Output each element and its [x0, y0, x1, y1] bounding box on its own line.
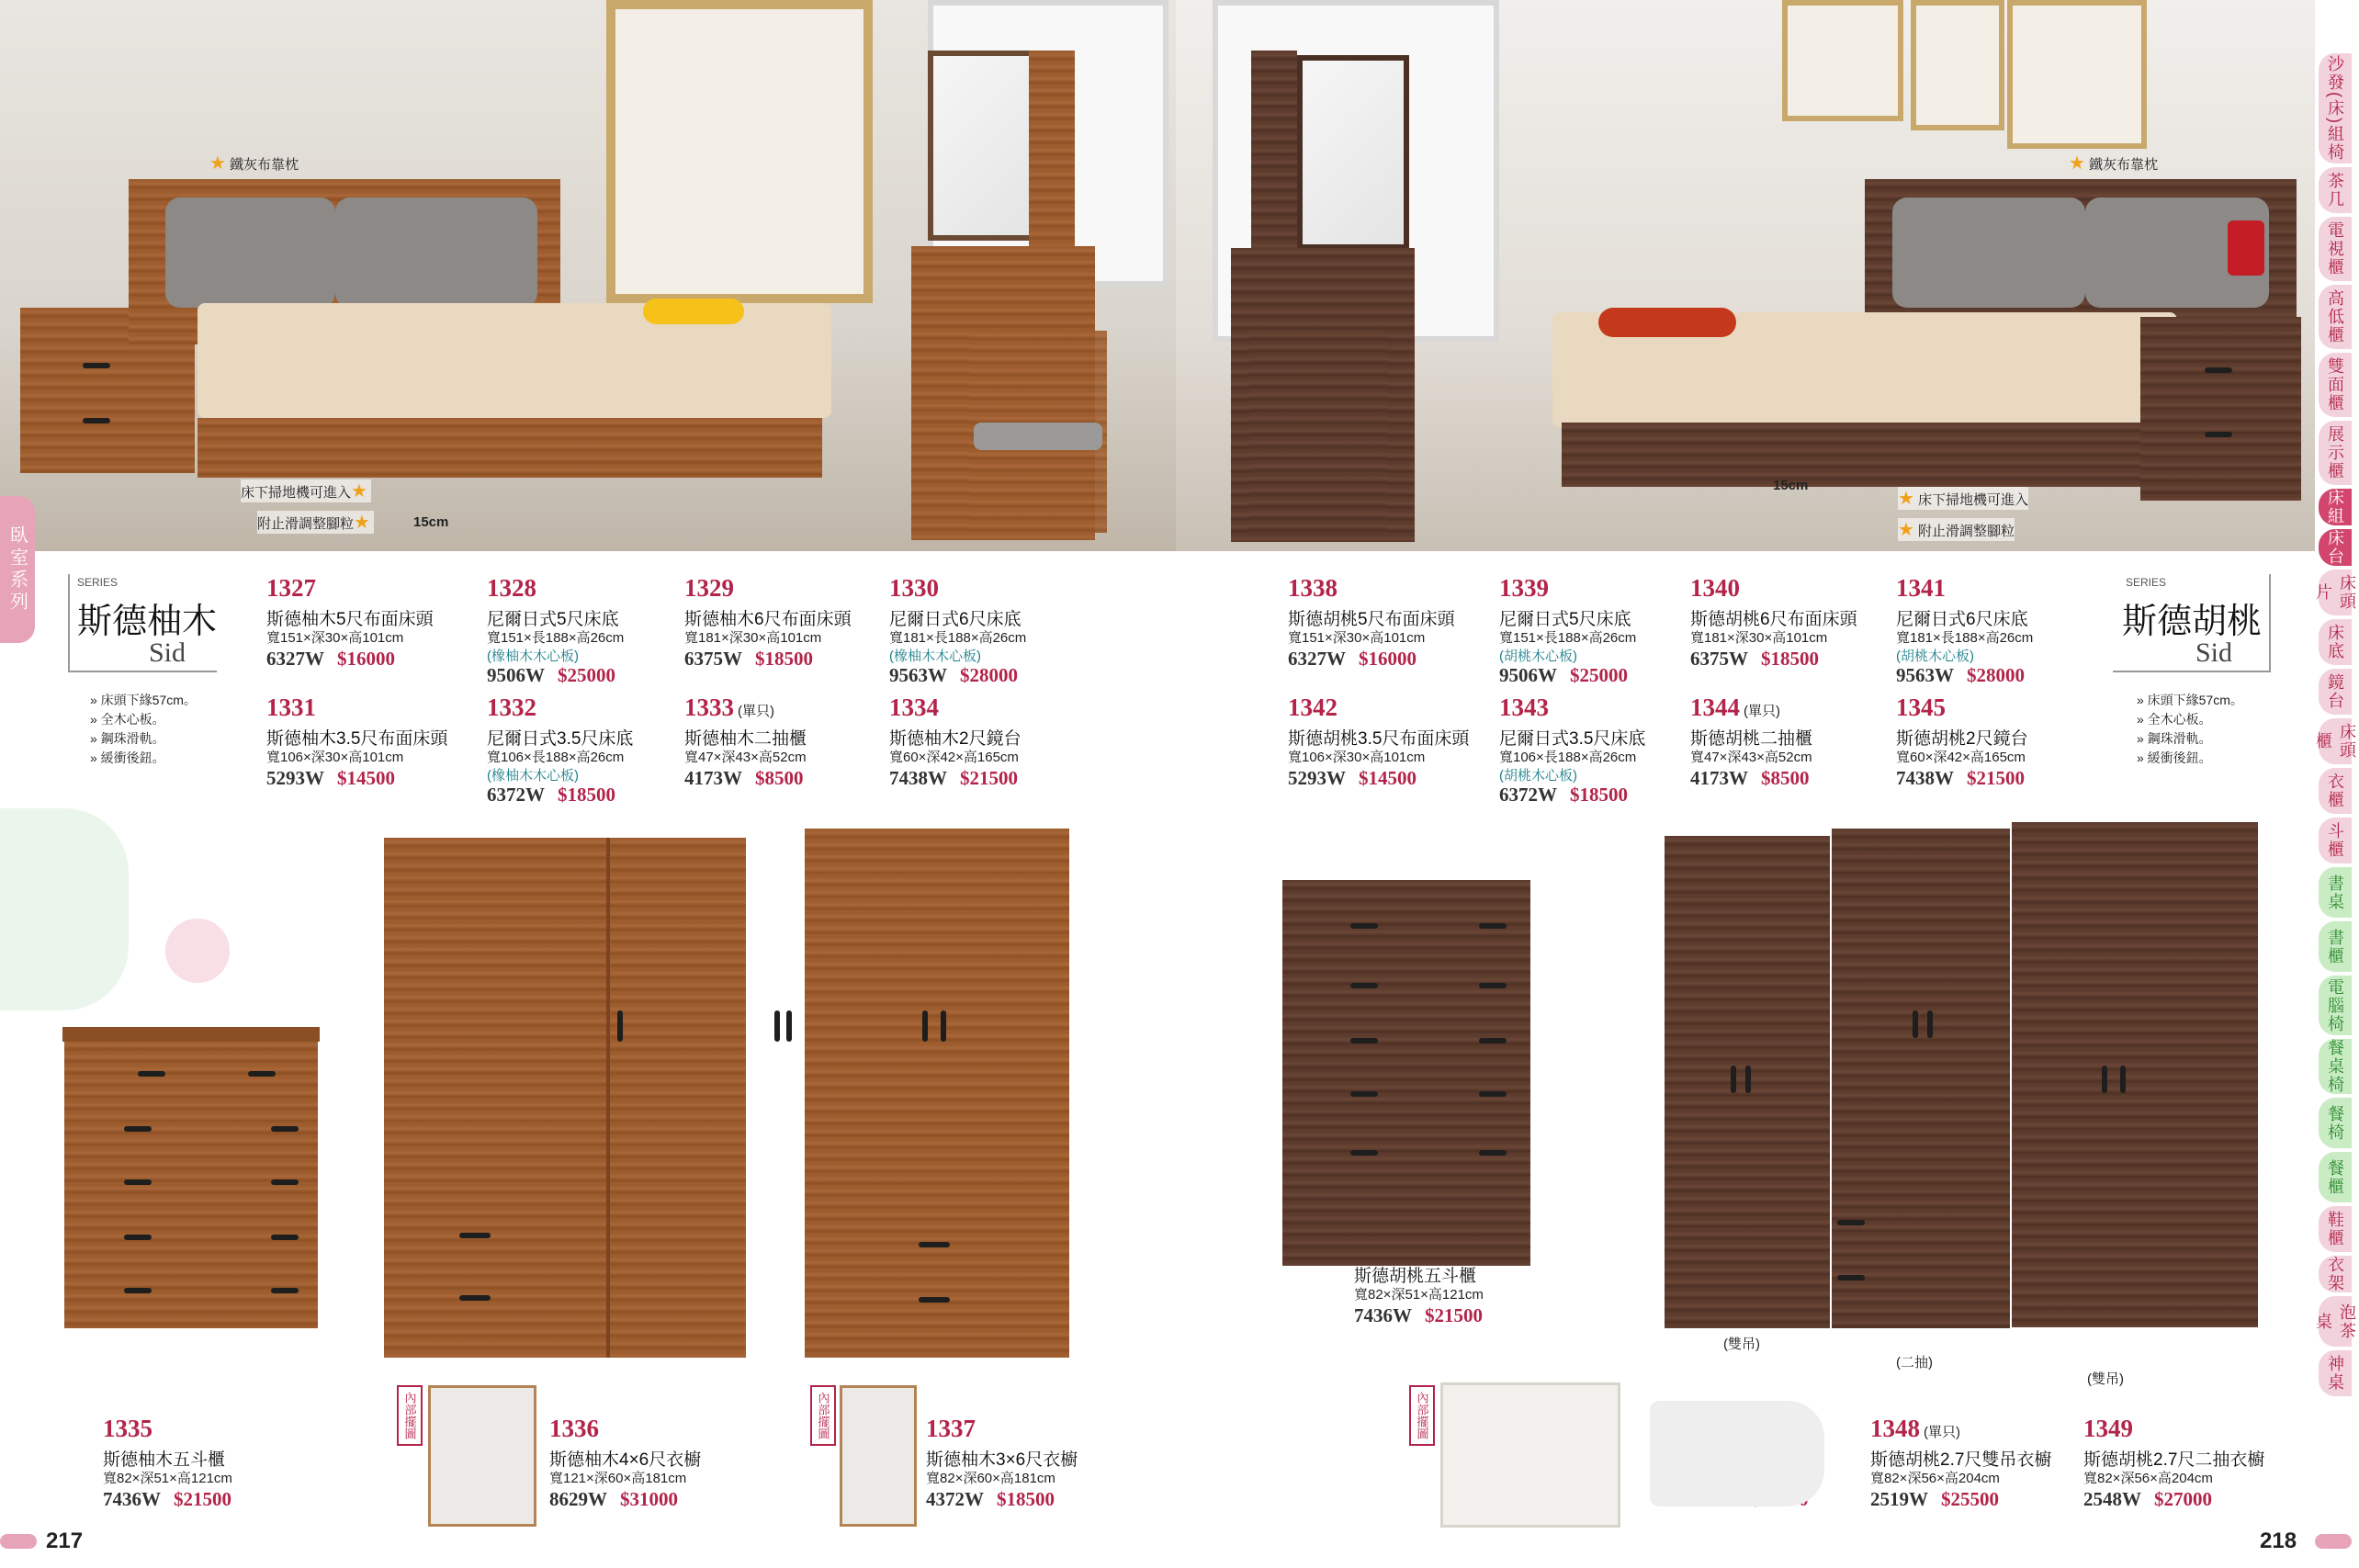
product-price: $21500: [174, 1488, 231, 1510]
product-code: 6372W: [487, 784, 545, 806]
product-price: $16000: [1359, 648, 1417, 670]
product-code-price: [1354, 1304, 1483, 1327]
bed-base: [198, 418, 822, 478]
category-tab[interactable]: 泡茶桌: [2319, 1296, 2352, 1347]
product-code: 5293W: [266, 767, 324, 789]
product-dimensions: 寬181×長188×高26cm: [1896, 630, 2034, 646]
bed-base: [1562, 423, 2186, 487]
right-room-photo: [1176, 0, 2315, 551]
product-code-price: [1870, 1488, 1999, 1511]
series-right-tag: SERIES: [2126, 576, 2167, 589]
wardrobe-1337: [805, 829, 1069, 1358]
category-tab[interactable]: 床頭櫃: [2319, 718, 2352, 764]
product-number-text: 1328: [487, 574, 536, 602]
product-price: $16000: [337, 648, 395, 670]
product-dimensions: 寬82×深60×高181cm: [926, 1471, 1055, 1486]
feet-callout: 附止滑調整腳粒★: [257, 511, 374, 534]
product-number-text: 1330: [889, 574, 939, 602]
product-code: 6375W: [684, 648, 742, 670]
product-dimensions: 寬121×深60×高181cm: [549, 1471, 687, 1486]
product-number: [266, 694, 316, 722]
product-price: $25000: [1570, 664, 1628, 686]
product-code-price: [487, 784, 615, 807]
product-dimensions: 寬82×深56×高204cm: [2083, 1471, 2213, 1486]
product-code: 9506W: [1499, 664, 1557, 686]
product-code: 7436W: [103, 1488, 161, 1510]
product-code-price: [1499, 784, 1628, 807]
category-tab[interactable]: 書櫃: [2319, 921, 2352, 972]
product-code: 8629W: [549, 1488, 607, 1510]
product-code: 6327W: [1288, 648, 1346, 670]
product-number: [266, 574, 316, 603]
product-number: [1690, 694, 1780, 722]
product-tag: (單只): [1744, 704, 1780, 719]
product-code-price: [1896, 664, 2025, 687]
product-name: 斯德柚木2尺鏡台: [889, 729, 1021, 749]
series-right-name: 斯德胡桃: [2122, 603, 2263, 641]
wall-artwork-3: [2007, 0, 2147, 149]
inner-badge-1336: 內部擺圖: [397, 1385, 423, 1446]
feet-callout: ★ 附止滑調整腳粒: [1898, 520, 2015, 540]
gap-callout: 15cm: [1773, 478, 1809, 493]
chest-1335: [64, 1029, 318, 1328]
category-tab[interactable]: 神桌: [2319, 1350, 2352, 1396]
product-number-text: 1331: [266, 694, 316, 721]
product-code-price: [1288, 767, 1417, 790]
product-code-price: [1690, 767, 1810, 790]
product-price: $31000: [620, 1488, 678, 1510]
category-tab[interactable]: 茶几: [2319, 167, 2352, 213]
vacuum-callout: ★ 床下掃地機可進入: [1898, 489, 2028, 509]
vanity-mirror: [928, 51, 1040, 241]
product-name: 斯德胡桃2.7尺雙吊衣櫥: [1870, 1450, 2052, 1470]
product-number: [1690, 574, 1740, 603]
product-price: $28000: [1967, 664, 2025, 686]
wardrobe-label-middle: (二抽): [1896, 1355, 1933, 1371]
flower-deco: [165, 919, 230, 983]
product-code: 6327W: [266, 648, 324, 670]
category-tab[interactable]: 電視櫃: [2319, 217, 2352, 281]
product-dimensions: 寬151×長188×高26cm: [487, 630, 625, 646]
product-name: 斯德胡桃5尺布面床頭: [1288, 610, 1455, 629]
wardrobe-label-left: (雙吊): [1723, 1337, 1760, 1352]
product-number-text: 1334: [889, 694, 939, 721]
product-number: [2083, 1415, 2133, 1443]
product-number: [1896, 574, 1946, 603]
wardrobe-1347-right: [2012, 822, 2258, 1327]
product-number-text: 1343: [1499, 694, 1549, 721]
product-code-price: [684, 767, 804, 790]
product-number: [1499, 574, 1549, 603]
vacuum-callout: 床下掃地機可進入★: [241, 479, 371, 502]
product-number-text: 1332: [487, 694, 536, 721]
product-price: $14500: [337, 767, 395, 789]
product-number: [684, 574, 734, 603]
product-dimensions: 寬181×長188×高26cm: [889, 630, 1027, 646]
product-price: $25000: [558, 664, 615, 686]
product-dimensions: 寬151×深30×高101cm: [1288, 630, 1426, 646]
category-tab[interactable]: 斗櫃: [2319, 818, 2352, 863]
product-dimensions: 寬82×深51×高121cm: [1354, 1287, 1484, 1303]
product-dimensions: 寬82×深51×高121cm: [103, 1471, 232, 1486]
vanity-shelf: [1251, 51, 1297, 253]
deer-artwork: [606, 0, 873, 303]
product-name: 尼爾日式5尺床底: [487, 610, 619, 629]
product-code-price: [2083, 1488, 2212, 1511]
product-dimensions: 寬181×深30×高101cm: [1690, 630, 1828, 646]
product-dimensions: 寬47×深43×高52cm: [684, 750, 807, 765]
product-note: (橡柚木木心板): [889, 649, 981, 664]
product-number-text: 1333: [684, 694, 734, 721]
product-code: 9563W: [889, 664, 947, 686]
wall-artwork: [1782, 0, 1903, 121]
product-name: 斯德柚木3.5尺布面床頭: [266, 729, 448, 749]
product-name: 斯德柚木5尺布面床頭: [266, 610, 434, 629]
product-number: [1896, 694, 1946, 722]
section-chip: 臥室系列: [0, 496, 35, 643]
gap-callout: 15cm: [413, 514, 449, 530]
product-price: $21500: [1425, 1304, 1483, 1326]
series-right-features: » 床頭下緣57cm。 » 全木心板。 » 鋼珠滑軌。 » 緩衝後鈕。: [2137, 693, 2243, 765]
product-name: 斯德柚木二抽櫃: [684, 729, 807, 749]
product-dimensions: 寬106×長188×高26cm: [487, 750, 625, 765]
wardrobe-1336-divider: [606, 838, 610, 1358]
product-code-price: [549, 1488, 678, 1511]
product-code-price: [487, 664, 615, 687]
product-tag: (單只): [738, 704, 774, 719]
chest-1346: [1282, 880, 1530, 1266]
product-dimensions: 寬151×深30×高101cm: [266, 630, 404, 646]
product-name: 斯德柚木4×6尺衣櫥: [549, 1450, 702, 1470]
wardrobe-1336: [384, 838, 746, 1358]
product-price: $18500: [1570, 784, 1628, 806]
nightstand: [2140, 317, 2301, 501]
product-number: [1288, 574, 1338, 603]
product-name: 斯德胡桃2尺鏡台: [1896, 729, 2028, 749]
product-name: 斯德胡桃6尺布面床頭: [1690, 610, 1857, 629]
category-tab[interactable]: 展示櫃: [2319, 421, 2352, 485]
product-price: $25500: [1941, 1488, 1999, 1510]
product-number: [889, 694, 939, 722]
product-number-text: 1329: [684, 574, 734, 602]
product-note: (胡桃木心板): [1896, 649, 1974, 664]
product-code: 2548W: [2083, 1488, 2141, 1510]
series-left-tag: SERIES: [77, 576, 119, 589]
product-name: 斯德柚木6尺布面床頭: [684, 610, 852, 629]
product-name: 尼爾日式5尺床底: [1499, 610, 1631, 629]
product-number-text: 1327: [266, 574, 316, 602]
pillow-callout: ★ 鐵灰布靠枕: [2069, 153, 2158, 174]
category-tab[interactable]: 書桌: [2319, 867, 2352, 918]
category-tab[interactable]: 床組: [2319, 489, 2352, 525]
product-number: [1499, 694, 1549, 722]
wardrobe-1347-middle: [1832, 829, 2010, 1328]
category-tab[interactable]: 床頭片: [2319, 570, 2352, 615]
product-price: $21500: [960, 767, 1018, 789]
product-name: 斯德柚木3×6尺衣櫥: [926, 1450, 1078, 1470]
vanity-chair: [1249, 331, 1387, 533]
product-price: $8500: [1761, 767, 1810, 789]
wall-artwork-2: [1911, 0, 2004, 130]
category-tab[interactable]: 電腦椅: [2319, 976, 2352, 1035]
product-price: $8500: [755, 767, 804, 789]
left-room-photo: [0, 0, 1176, 551]
product-code: 4372W: [926, 1488, 984, 1510]
product-number-text: 1349: [2083, 1415, 2133, 1442]
product-price: $28000: [960, 664, 1018, 686]
series-left-name: 斯德柚木: [77, 603, 218, 641]
page-number-right: 218: [2260, 1529, 2297, 1553]
series-right-english: Sid: [2195, 637, 2233, 668]
product-note: (橡柚木木心板): [487, 768, 579, 784]
inner-view-1337: [840, 1385, 917, 1527]
page-bar-left: [0, 1534, 37, 1549]
category-tab[interactable]: 床台: [2319, 529, 2352, 566]
product-price: $27000: [2154, 1488, 2212, 1510]
page-number-left: 217: [46, 1529, 84, 1553]
product-code-price: [889, 664, 1018, 687]
product-dimensions: 寬106×深30×高101cm: [1288, 750, 1426, 765]
product-number: [684, 694, 774, 722]
wardrobe-label-right: (雙吊): [2087, 1371, 2124, 1387]
vanity-mirror: [1297, 55, 1409, 250]
product-number-text: 1339: [1499, 574, 1549, 602]
product-price: $18500: [1761, 648, 1819, 670]
vanity-shelf: [1029, 51, 1075, 248]
product-tag: (單只): [1924, 1425, 1960, 1440]
category-tab[interactable]: 衣架: [2319, 1256, 2352, 1292]
highlight-1347: [1650, 1401, 1824, 1506]
product-number: [487, 694, 536, 722]
category-tab[interactable]: 雙面櫃: [2319, 353, 2352, 417]
product-code-price: [266, 648, 395, 671]
product-note: (胡桃木心板): [1499, 768, 1577, 784]
product-dimensions: 寬181×深30×高101cm: [684, 630, 822, 646]
product-number-text: 1341: [1896, 574, 1946, 602]
product-dimensions: 寬47×深43×高52cm: [1690, 750, 1812, 765]
product-name: 斯德胡桃2.7尺二抽衣櫥: [2083, 1450, 2265, 1470]
product-name: 尼爾日式3.5尺床底: [1499, 729, 1646, 749]
category-tab[interactable]: 鞋櫃: [2319, 1206, 2352, 1252]
product-code-price: [1288, 648, 1417, 671]
product-price: $18500: [558, 784, 615, 806]
product-name: 斯德柚木五斗櫃: [103, 1450, 226, 1470]
product-number-text: 1336: [549, 1415, 599, 1442]
product-code: 7438W: [889, 767, 947, 789]
category-tab[interactable]: 餐椅: [2319, 1098, 2352, 1148]
inner-badge-1347: 內部擺圖: [1409, 1385, 1435, 1446]
product-code: 7438W: [1896, 767, 1954, 789]
product-number: [487, 574, 536, 603]
product-dimensions: 寬151×長188×高26cm: [1499, 630, 1637, 646]
product-name: 斯德胡桃五斗櫃: [1354, 1267, 1477, 1286]
product-dimensions: 寬60×深42×高165cm: [1896, 750, 2026, 765]
leaf-deco: [0, 808, 129, 1010]
category-tab[interactable]: 餐櫃: [2319, 1152, 2352, 1202]
series-left-english: Sid: [149, 637, 186, 668]
product-number: [549, 1415, 599, 1443]
product-code: 9563W: [1896, 664, 1954, 686]
product-code-price: [1896, 767, 2025, 790]
product-name: 斯德胡桃二抽櫃: [1690, 729, 1813, 749]
product-code-price: [266, 767, 395, 790]
category-tab[interactable]: 餐桌椅: [2319, 1039, 2352, 1094]
product-number: [1288, 694, 1338, 722]
product-code: 6372W: [1499, 784, 1557, 806]
product-code-price: [103, 1488, 231, 1511]
series-left-features: » 床頭下緣57cm。 » 全木心板。 » 鋼珠滑軌。 » 緩衝後鈕。: [90, 693, 197, 765]
product-code-price: [1499, 664, 1628, 687]
product-dimensions: 寬106×深30×高101cm: [266, 750, 404, 765]
product-number-text: 1337: [926, 1415, 976, 1442]
product-code-price: [926, 1488, 1055, 1511]
product-name: 尼爾日式6尺床底: [1896, 610, 2028, 629]
product-code: 9506W: [487, 664, 545, 686]
chest-1335-top: [62, 1027, 320, 1042]
product-code: 2519W: [1870, 1488, 1928, 1510]
product-number-text: 1340: [1690, 574, 1740, 602]
product-code-price: [684, 648, 813, 671]
product-number-text: 1338: [1288, 574, 1338, 602]
category-tab[interactable]: 高低櫃: [2319, 285, 2352, 349]
category-tab[interactable]: 鏡台: [2319, 669, 2352, 715]
product-code: 4173W: [1690, 767, 1748, 789]
product-number: [1870, 1415, 1960, 1443]
product-number-text: 1345: [1896, 694, 1946, 721]
product-code: 6375W: [1690, 648, 1748, 670]
product-code: 7436W: [1354, 1304, 1412, 1326]
inner-view-1336: [428, 1385, 536, 1527]
product-note: (胡桃木心板): [1499, 649, 1577, 664]
product-name: 尼爾日式3.5尺床底: [487, 729, 634, 749]
product-price: $14500: [1359, 767, 1417, 789]
category-tab[interactable]: 沙發(床)組椅: [2319, 53, 2352, 164]
product-code: 5293W: [1288, 767, 1346, 789]
inner-view-1347: [1440, 1382, 1620, 1528]
product-number: [889, 574, 939, 603]
product-price: $18500: [997, 1488, 1055, 1510]
product-number-text: 1342: [1288, 694, 1338, 721]
pillow-callout: ★ 鐵灰布靠枕: [209, 153, 299, 174]
product-price: $18500: [755, 648, 813, 670]
product-number-text: 1344: [1690, 694, 1740, 721]
product-dimensions: 寬106×長188×高26cm: [1499, 750, 1637, 765]
product-code-price: [889, 767, 1018, 790]
category-tab[interactable]: 床底: [2319, 619, 2352, 665]
product-number-text: 1348: [1870, 1415, 1920, 1442]
product-dimensions: 寬82×深56×高204cm: [1870, 1471, 2000, 1486]
product-price: $21500: [1967, 767, 2025, 789]
inner-badge-1337: 內部擺圖: [810, 1385, 836, 1446]
product-number: [926, 1415, 976, 1443]
product-note: (橡柚木木心板): [487, 649, 579, 664]
product-number: [103, 1415, 152, 1443]
page-bar-right: [2315, 1534, 2352, 1549]
product-name: 斯德胡桃3.5尺布面床頭: [1288, 729, 1470, 749]
product-dimensions: 寬60×深42×高165cm: [889, 750, 1019, 765]
product-code: 4173W: [684, 767, 742, 789]
category-tab[interactable]: 衣櫃: [2319, 768, 2352, 814]
product-name: 尼爾日式6尺床底: [889, 610, 1021, 629]
product-number-text: 1335: [103, 1415, 152, 1442]
product-code-price: [1690, 648, 1819, 671]
